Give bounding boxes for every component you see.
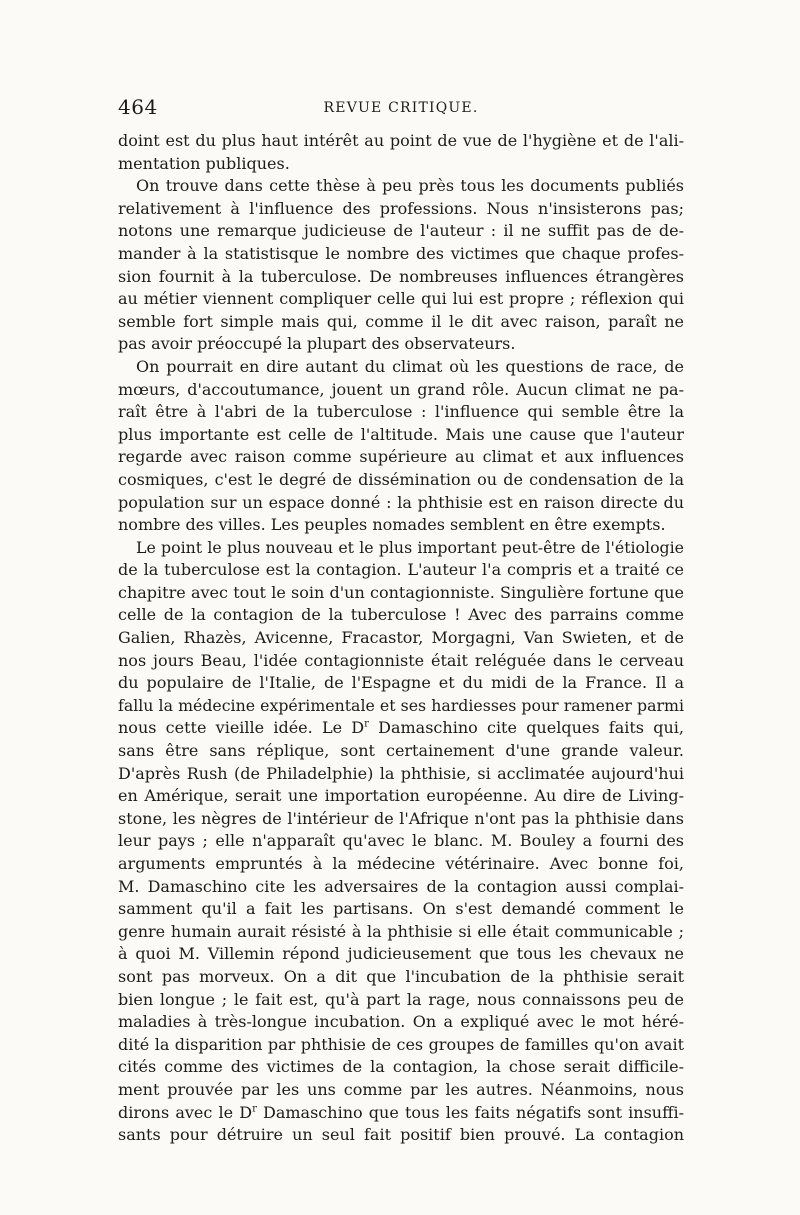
text-line: au métier viennent compliquer celle qui lui est propre ; réflexion qui (118, 289, 684, 309)
text-line: relativement à l'influence des professions. Nous n'insisterons pas; (118, 198, 684, 218)
text-line: sont pas morveux. On a dit que l'incubation de la phthisie serait (118, 966, 684, 986)
text-line: On pourrait en dire autant du climat où les questions de race, de (136, 356, 684, 376)
text-line: à quoi M. Villemin répond judicieusement que tous les chevaux ne (118, 944, 684, 964)
text-line: de la tuberculose est la contagion. L'auteur l'a compris et a traité ce (118, 560, 684, 580)
text-line: semble fort simple mais qui, comme il le dit avec raison, paraît ne (118, 311, 684, 331)
text-line: doint est du plus haut intérêt au point de vue de l'hygiène et de l'ali- (118, 131, 684, 150)
page-number: 464 (118, 95, 158, 119)
text-line: plus importante est celle de l'altitude. Mais une cause que l'auteur (118, 424, 684, 444)
text-line: nos jours Beau, l'idée contagionniste était reléguée dans le cerveau (118, 650, 684, 670)
text-line: M. Damaschino cite les adversaires de la contagion aussi complai- (118, 876, 684, 896)
running-head: REVUE CRITIQUE. (323, 100, 479, 116)
text-line: raît être à l'abri de la tuberculose : l'influence qui semble être la (118, 402, 684, 422)
text-line: samment qu'il a fait les partisans. On s'est demandé comment le (118, 899, 684, 919)
text-line: ment prouvée par les uns comme par les autres. Néanmoins, nous (118, 1079, 684, 1099)
text-line: Galien, Rhazès, Avicenne, Fracastor, Morgagni, Van Swieten, et de (118, 628, 684, 648)
text-line: arguments empruntés à la médecine vétérinaire. Avec bonne foi, (118, 854, 684, 873)
text-line: sans être sans réplique, sont certainement d'une grande valeur. (118, 741, 684, 761)
text-line: maladies à très-longue incubation. On a expliqué avec le mot héré- (118, 1012, 684, 1032)
text-line: mander à la statistisque le nombre des victimes que chaque profes- (118, 243, 684, 263)
text-line: mœurs, d'accoutumance, jouent un grand rôle. Aucun climat ne pa- (118, 379, 684, 399)
text-line: population sur un espace donné : la phthisie est en raison directe du (118, 492, 684, 512)
text-line: pas avoir préoccupé la plupart des observateurs. (118, 334, 516, 354)
text-line: leur pays ; elle n'apparaît qu'avec le blanc. M. Bouley a fourni des (118, 831, 684, 851)
text-line: regarde avec raison comme supérieure au climat et aux influences (118, 447, 684, 467)
body-text (118, 130, 684, 1147)
text-line: mentation publiques. (118, 153, 290, 173)
text-line: nous cette vieille idée. Le $D^r$ Damaschino cite quelques faits qui, (118, 718, 684, 738)
text-line: stone, les nègres de l'intérieur de l'Afrique n'ont pas la phthisie dans (118, 808, 684, 828)
text-line: en Amérique, serait une importation européenne. Au dire de Living- (118, 786, 684, 806)
text-line: du populaire de l'Italie, de l'Espagne et du midi de la France. Il a (118, 673, 684, 693)
text-line: dirons avec le $D^r$ Damaschino que tous les faits négatifs sont insuffi- (118, 1102, 684, 1122)
text-line: bien longue ; le fait est, qu'à part la rage, nous connaissons peu de (118, 989, 684, 1009)
text-line: sants pour détruire un seul fait positif bien prouvé. La contagion (118, 1125, 684, 1145)
text-line: genre humain aurait résisté à la phthisie si elle était communicable ; (118, 921, 684, 941)
text-line: D'après Rush (de Philadelphie) la phthisie, si acclimatée aujourd'hui (118, 763, 684, 783)
text-line: nombre des villes. Les peuples nomades semblent en être exempts. (118, 515, 666, 535)
text-line: cités comme des victimes de la contagion, la chose serait difficile- (118, 1057, 684, 1077)
text-line: dité la disparition par phthisie de ces groupes de familles qu'on avait (118, 1034, 684, 1054)
text-line: On trouve dans cette thèse à peu près tous les documents publiés (136, 176, 684, 196)
text-line: notons une remarque judicieuse de l'auteur : il ne suffit pas de de- (118, 221, 684, 241)
text-line: chapitre avec tout le soin d'un contagionniste. Singulière fortune que (118, 582, 684, 602)
text-line: celle de la contagion de la tuberculose ! Avec des parrains comme (118, 605, 684, 625)
page-header (118, 95, 684, 125)
text-line: sion fournit à la tuberculose. De nombreuses influences étrangères (118, 266, 684, 286)
text-line: Le point le plus nouveau et le plus important peut-être de l'étiologie (136, 537, 684, 557)
text-line: cosmiques, c'est le degré de dissémination ou de condensation de la (118, 469, 684, 489)
text-line: fallu la médecine expérimentale et ses hardiesses pour ramener parmi (118, 695, 684, 715)
